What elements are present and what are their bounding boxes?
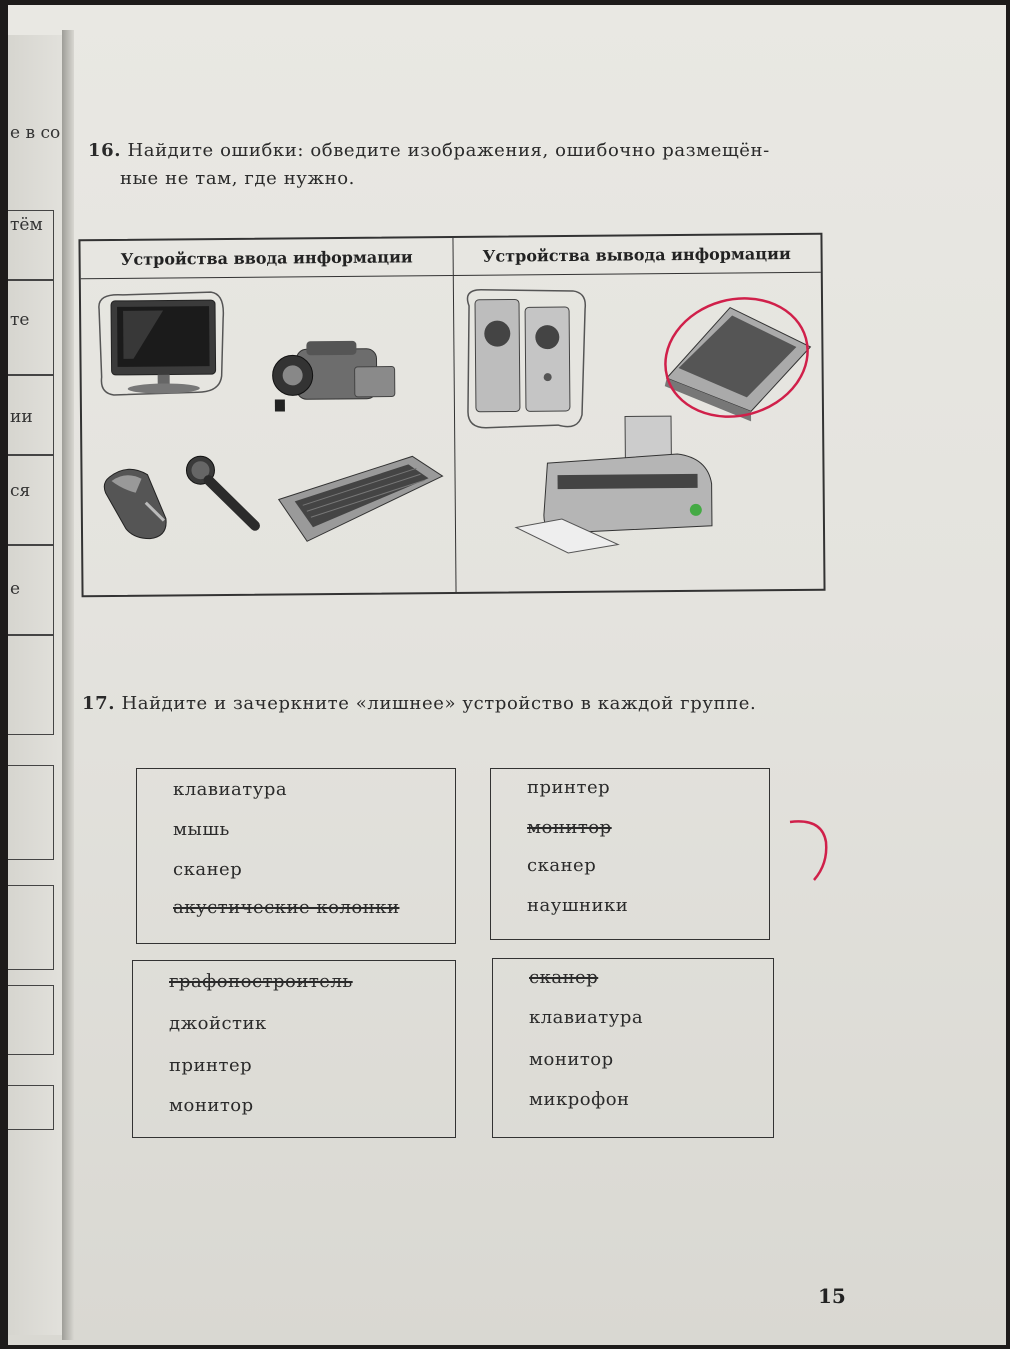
group-item: микрофон: [529, 1089, 630, 1110]
group-item: мышь: [173, 819, 230, 840]
group-item: сканер: [527, 855, 597, 876]
device-table: [78, 233, 825, 597]
group-item-struck: сканер: [529, 967, 599, 988]
left-fragment-text: е: [10, 579, 21, 599]
left-fragment-text: тём: [10, 215, 43, 235]
group-item-struck: монитор: [527, 817, 612, 838]
left-fragment-text: ся: [10, 481, 31, 501]
keyboard-icon: [272, 448, 448, 550]
group-item: клавиатура: [529, 1007, 644, 1028]
book-gutter: [62, 30, 74, 1340]
monitor-icon: [93, 288, 229, 404]
group-item: клавиатура: [173, 779, 288, 800]
device-group-3: [132, 960, 456, 1138]
left-table-row: [8, 635, 54, 735]
device-group-1: [136, 768, 456, 944]
workbook-page: [8, 5, 1006, 1345]
scanner-icon: [646, 287, 817, 428]
output-devices-header: Устройства вывода информации: [452, 235, 820, 276]
left-fragment-text: ии: [10, 407, 33, 427]
speakers-icon: [461, 285, 592, 436]
device-group-4: [492, 958, 774, 1138]
group-item: наушники: [527, 895, 629, 916]
task-16-prompt: [88, 137, 828, 193]
left-fragment-text: е в со: [10, 123, 61, 143]
input-devices-header: Устройства ввода информации: [80, 238, 452, 279]
group-item: джойстик: [169, 1013, 267, 1034]
previous-page-edge: [8, 35, 68, 1335]
left-table-row: [8, 985, 54, 1055]
left-table-row: [8, 765, 54, 860]
microphone-icon: [182, 452, 263, 533]
task-17-prompt: [82, 690, 822, 718]
table-divider: [452, 238, 456, 592]
group-item: монитор: [169, 1095, 254, 1116]
left-table-row: [8, 1085, 54, 1130]
task-17-number: 17.: [82, 693, 116, 714]
red-pen-mark: [782, 812, 842, 887]
task-16-text-line2: ные не там, где нужно.: [120, 168, 355, 189]
left-table-row: [8, 885, 54, 970]
camcorder-icon: [266, 338, 402, 419]
group-item: сканер: [173, 859, 243, 880]
page-number: 15: [818, 1284, 846, 1308]
mouse-icon: [97, 462, 173, 543]
printer-icon: [507, 414, 738, 556]
group-item: принтер: [527, 777, 611, 798]
group-item-struck: графопостроитель: [169, 971, 353, 992]
task-16-number: 16.: [88, 140, 122, 161]
task-16-text-line1: Найдите ошибки: обведите изображения, ошибочно размещён-: [127, 140, 770, 161]
device-group-2: [490, 768, 770, 940]
group-item-struck: акустические колонки: [173, 897, 400, 918]
task-17-text: Найдите и зачеркните «лишнее» устройство в каждой группе.: [121, 693, 757, 714]
left-fragment-text: те: [10, 310, 30, 330]
group-item: принтер: [169, 1055, 253, 1076]
group-item: монитор: [529, 1049, 614, 1070]
